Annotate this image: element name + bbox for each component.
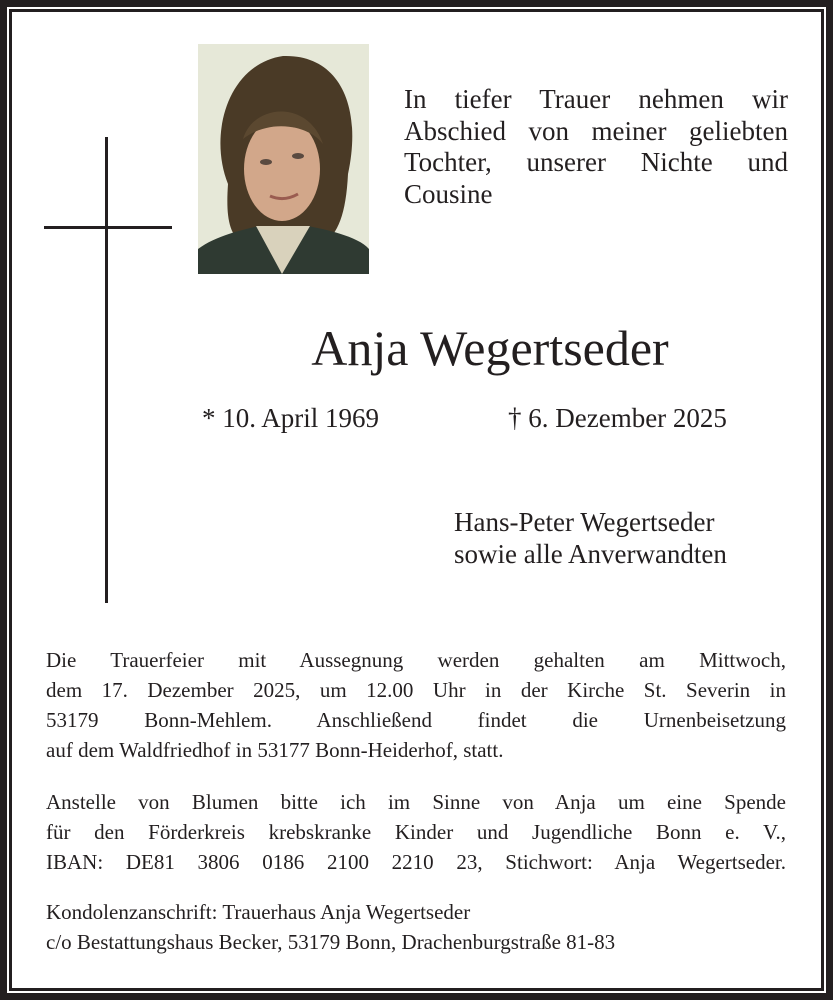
donation-paragraph	[46, 787, 786, 877]
ceremony-line: auf dem Waldfriedhof in 53177 Bonn-Heiderhof, statt.	[46, 738, 504, 762]
ceremony-paragraph	[46, 645, 786, 765]
birth-date: * 10. April 1969	[202, 403, 380, 433]
portrait-photo	[198, 44, 369, 274]
portrait-image	[198, 44, 369, 274]
condolence-line: Kondolenzanschrift: Trauerhaus Anja Wegertseder	[46, 900, 471, 924]
ceremony-line: 53179 Bonn-Mehlem. Anschließend findet die Urnenbeisetzung	[46, 708, 786, 732]
intro-line: Abschied von meiner geliebten	[404, 115, 788, 146]
mourner-name: Hans-Peter Wegertseder	[454, 507, 715, 537]
donation-line: IBAN: DE81 3806 0186 2100 2210 23, Stichwort: Anja Wegertseder.	[46, 850, 786, 874]
donation-line: für den Förderkreis krebskranke Kinder und Jugendliche Bonn e. V.,	[46, 820, 786, 844]
cross-icon-vertical	[105, 137, 108, 603]
cross-icon-horizontal	[44, 226, 172, 229]
condolence-address	[46, 897, 786, 957]
death-date: † 6. Dezember 2025	[508, 403, 727, 433]
intro-text	[404, 84, 788, 210]
condolence-line: c/o Bestattungshaus Becker, 53179 Bonn, Drachenburgstraße 81-83	[46, 930, 616, 954]
donation-line: Anstelle von Blumen bitte ich im Sinne von Anja um eine Spende	[46, 790, 786, 814]
ceremony-line: dem 17. Dezember 2025, um 12.00 Uhr in der Kirche St. Severin in	[46, 678, 786, 702]
intro-line: In tiefer Trauer nehmen wir	[404, 84, 788, 114]
intro-line: Cousine	[404, 178, 493, 209]
deceased-name: Anja Wegertseder	[311, 320, 669, 376]
intro-line: Tochter, unserer Nichte und	[404, 147, 788, 177]
ceremony-line: Die Trauerfeier mit Aussegnung werden gehalten am Mittwoch,	[46, 648, 786, 672]
mourner-relatives: sowie alle Anverwandten	[454, 539, 727, 569]
mourners	[454, 506, 727, 570]
